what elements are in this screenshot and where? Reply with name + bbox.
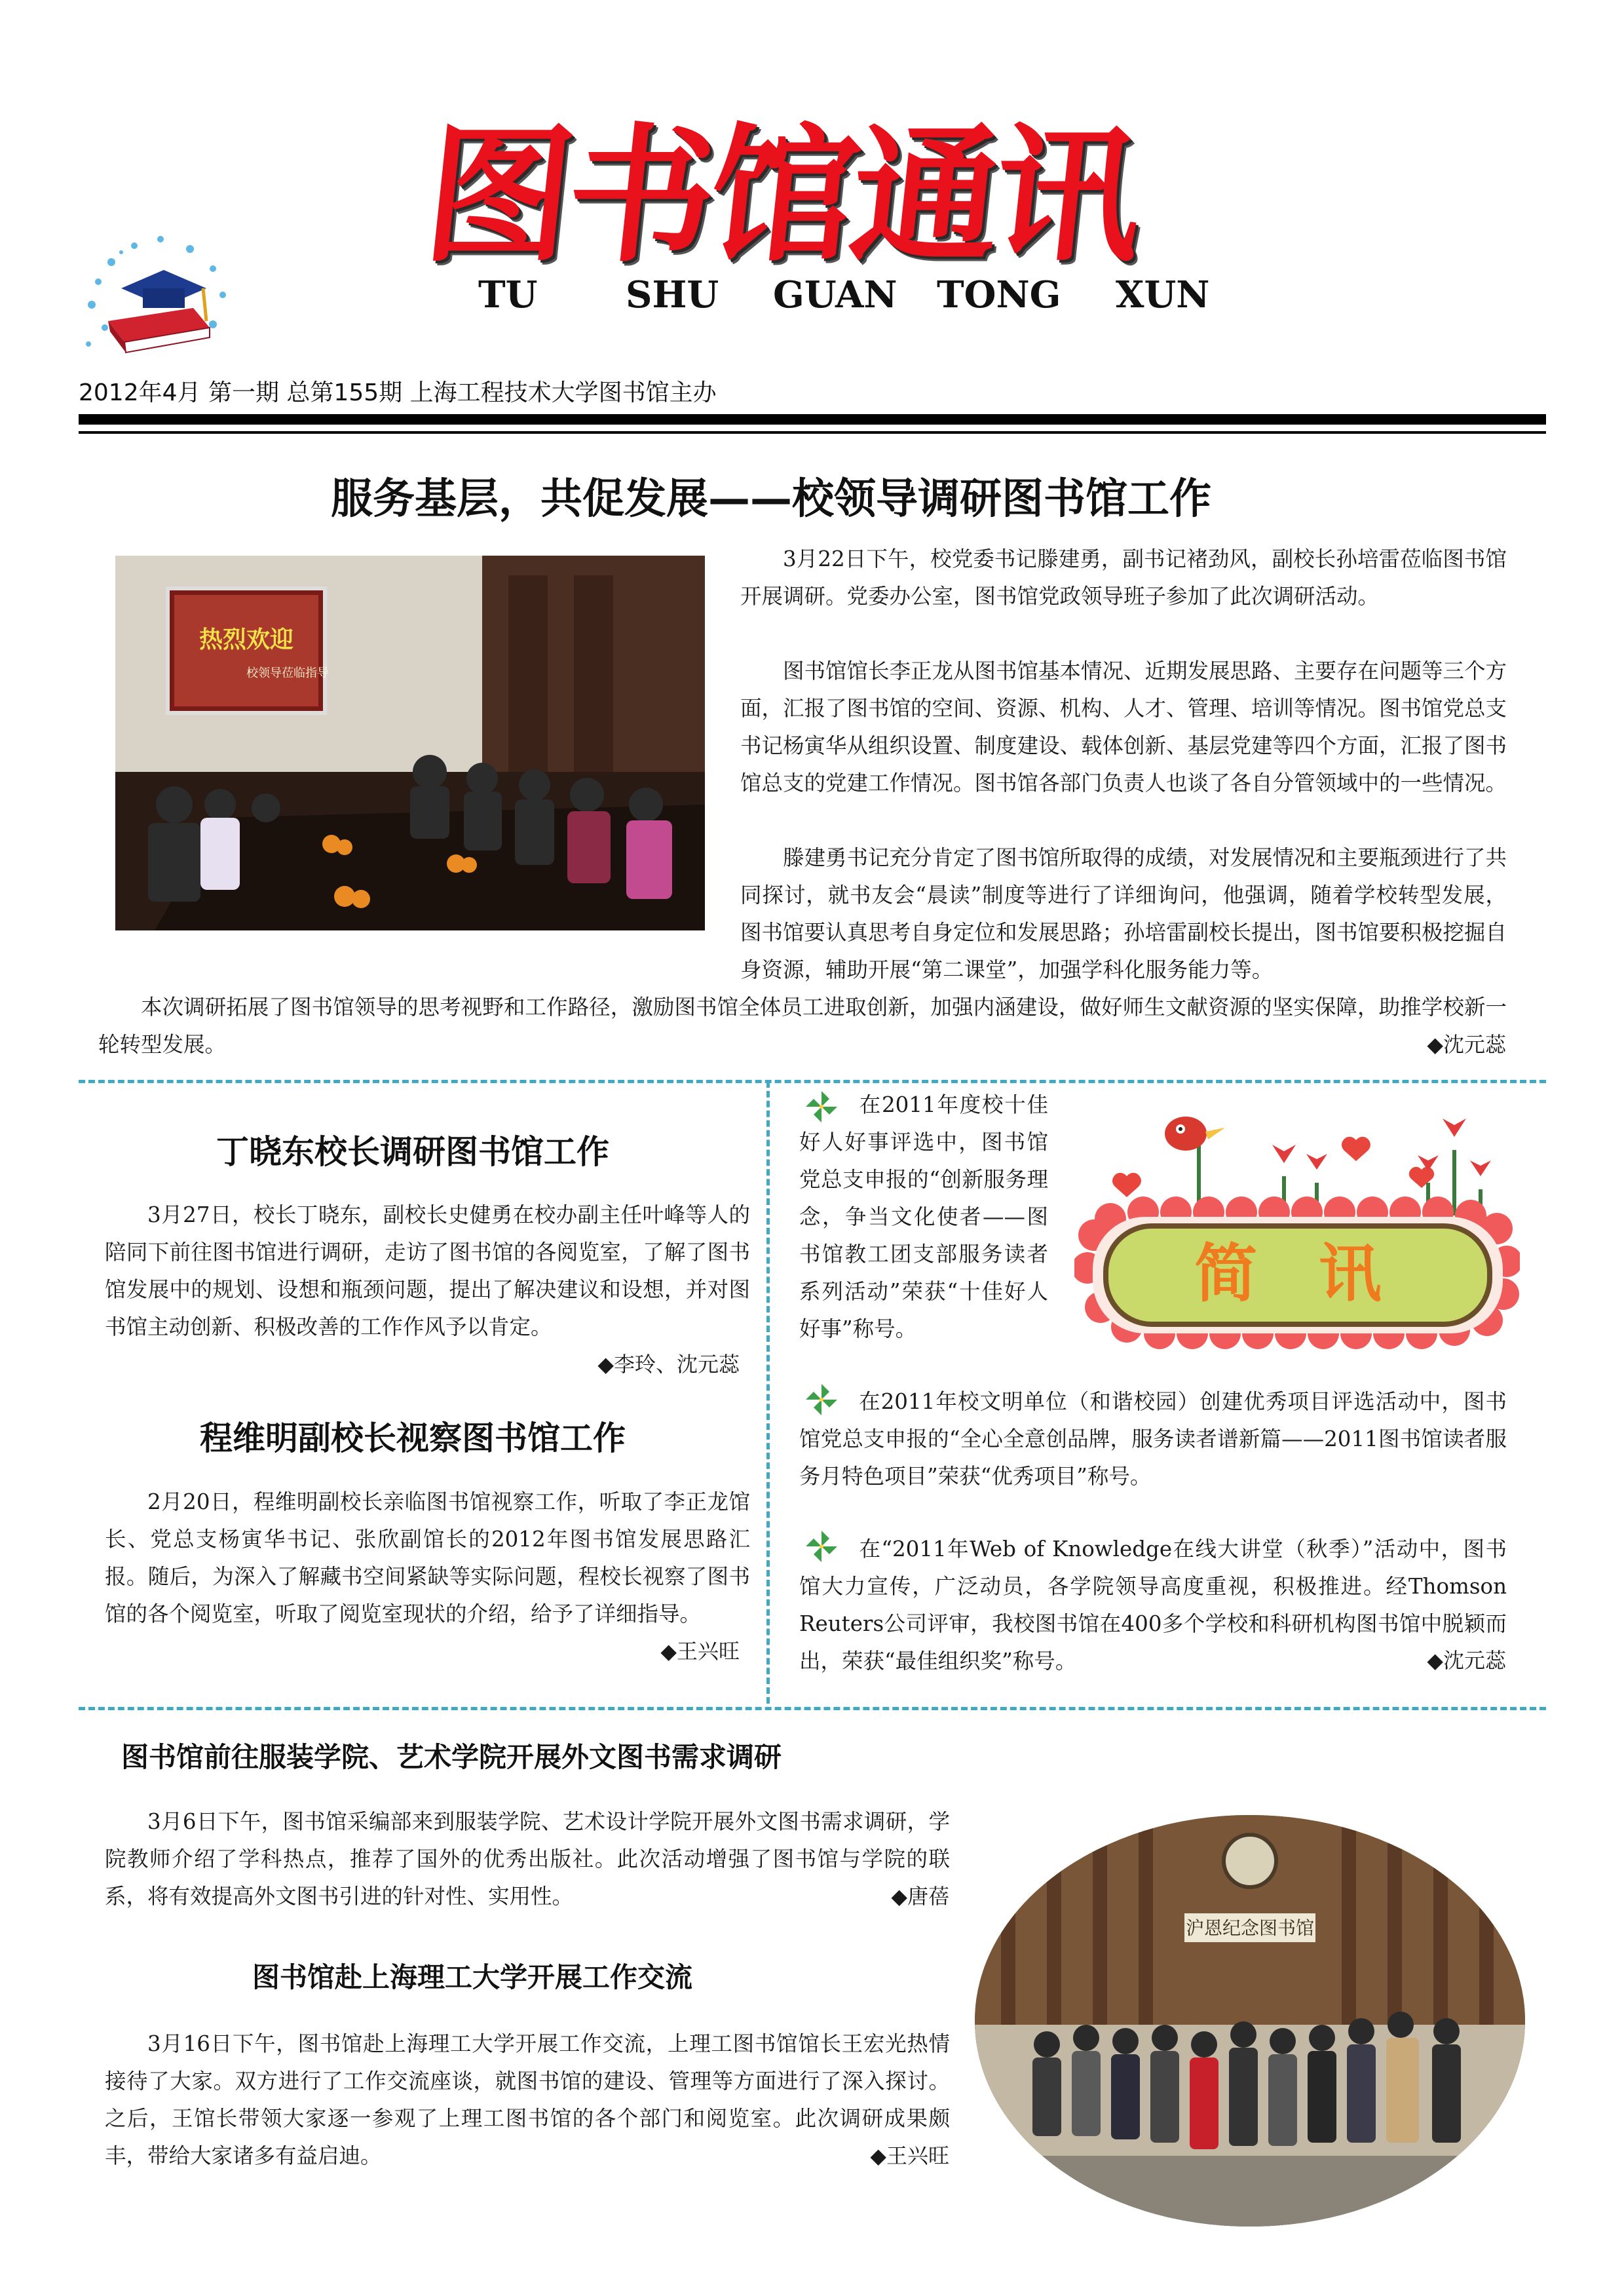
ding-paragraph: 3月27日，校长丁晓东，副校长史健勇在校办副主任叶峰等人的陪同下前往图书馆进行调研，走访了图书馆的各阅览室，了解了图书馆发展中的规划、设想和瓶颈问题，提出了解决建议和设想，并对图书馆主动创新、积极改善的工作作风予以肯定。: [105, 1202, 750, 1339]
lead-paragraph-3-text: 滕建勇书记充分肯定了图书馆所取得的成绩，对发展情况和主要瓶颈进行了共同探讨，就书友会“晨读”制度等进行了详细询问，他强调，随着学校转型发展，图书馆要认真思考自身定位和发展思路；孙培雷副校长提出，图书馆要积极挖掘自身资源，辅助开展“第二课堂”，加强学科化服务能力等。: [740, 845, 1507, 982]
briefs-badge-text: 简 讯: [1194, 1237, 1401, 1311]
ding-article-title: 丁晓东校长调研图书馆工作: [216, 1133, 609, 1171]
cheng-paragraph: 2月20日，程维明副校长亲临图书馆视察工作，听取了李正龙馆长、党总支杨寅华书记、张欣副馆长的2012年图书馆发展思路汇报。随后，为深入了解藏书空间紧缺等实际问题，程校长视察了图书馆的各个阅览室，听取了阅览室现状的介绍，给予了详细指导。: [105, 1489, 750, 1626]
lead-paragraph-4: 本次调研拓展了图书馆领导的思考视野和工作路径，激励图书馆全体员工进取创新，加强内涵建设，做好师生文献资源的坚实保障，助推学校新一轮转型发展。: [98, 995, 1507, 1057]
banner-welcome-text: 热烈欢迎: [198, 626, 294, 653]
brief-item-1-text: 在2011年度校十佳好人好事评选中，图书馆党总支申报的“创新服务理念，争当文化使者——图书馆教工团支部服务读者系列活动”荣获“十佳好人好事”称号。: [799, 1092, 1048, 1341]
brief-item-2-text: 在2011年校文明单位（和谐校园）创建优秀项目评选活动中，图书馆党总支申报的“全心全意创品牌，服务读者谱新篇——2011图书馆读者服务月特色项目”荣获“优秀项目”称号。: [799, 1389, 1507, 1489]
usst-paragraph: 3月16日下午，图书馆赴上海理工大学开展工作交流，上理工图书馆馆长王宏光热情接待了大家。双方进行了工作交流座谈，就图书馆的建设、管理等方面进行了深入探讨。之后，王馆长带领大家逐一参观了上理工图书馆的各个部门和阅览室。此次调研成果颇丰，带给大家诸多有益启迪。: [105, 2031, 950, 2168]
usst-article-title: 图书馆赴上海理工大学开展工作交流: [252, 1961, 693, 1993]
usst-byline: ◆王兴旺: [870, 2143, 949, 2168]
pinyin-tu: TU: [478, 273, 538, 316]
dashed-separator-bottom: [79, 1707, 1546, 1710]
library-entrance-illustration: [975, 1815, 1525, 2227]
brief-item-2: [799, 1383, 1507, 1495]
masthead-logo: [72, 223, 242, 364]
lead-byline: ◆沈元蕊: [1427, 1032, 1506, 1057]
pinyin-guan: GUAN: [773, 273, 897, 316]
library-plaque-text: 沪恩纪念图书馆: [1185, 1917, 1315, 1939]
pinyin-xun: XUN: [1116, 273, 1210, 316]
issue-line: 2012年4月 第一期 总第155期 上海工程技术大学图书馆主办: [79, 379, 717, 406]
lead-article-title: 服务基层，共促发展——校领导调研图书馆工作: [331, 475, 1211, 524]
pinyin-shu: SHU: [626, 273, 719, 316]
cheng-article-title: 程维明副校长视察图书馆工作: [200, 1419, 626, 1457]
group-photo: [975, 1815, 1525, 2227]
dashed-separator-top: [79, 1080, 1546, 1083]
svg-text:校领导莅临指导: 校领导莅临指导: [246, 666, 329, 680]
ding-byline: ◆李玲、沈元蕊: [597, 1352, 740, 1377]
fashion-article-title: 图书馆前往服装学院、艺术学院开展外文图书需求调研: [121, 1741, 782, 1773]
masthead-title: 图书馆通讯: [417, 111, 1146, 282]
masthead-rule: [79, 414, 1546, 425]
lead-paragraph-1: 3月22日下午，校党委书记滕建勇，副书记褚劲风，副校长孙培雷莅临图书馆开展调研。党委办公室，图书馆党政领导班子参加了此次调研活动。: [740, 546, 1507, 609]
lead-paragraph-3: [98, 839, 1507, 989]
fashion-byline: ◆唐蓓: [891, 1884, 949, 1909]
pinyin-tong: TONG: [937, 273, 1061, 316]
dashed-separator-vertical: [766, 1081, 770, 1704]
brief-item-3-text: 在“2011年Web of Knowledge在线大讲堂（秋季）”活动中，图书馆大力宣传，广泛动员，各学院领导高度重视，积极推进。经Thomson Reuters公司评审，我校图书馆在400多个学校和科研机构图书馆中脱颖而出，荣获“最佳组织奖”称号。: [799, 1537, 1507, 1674]
cheng-byline: ◆王兴旺: [660, 1639, 740, 1664]
book-and-cap-icon: [72, 223, 242, 364]
briefs-decoration: [1074, 1091, 1520, 1366]
briefs-badge: [1074, 1091, 1520, 1366]
brief-item-3: [799, 1531, 1507, 1680]
briefs-byline: ◆沈元蕊: [1427, 1648, 1506, 1673]
brief-item-1: [799, 1086, 1048, 1348]
masthead-rule-thin: [79, 431, 1546, 434]
lead-paragraph-2: 图书馆馆长李正龙从图书馆基本情况、近期发展思路、主要存在问题等三个方面，汇报了图书馆的空间、资源、机构、人才、管理、培训等情况。图书馆党总支书记杨寅华从组织设置、制度建设、载体创新、基层党建等四个方面，汇报了图书馆总支的党建工作情况。图书馆各部门负责人也谈了各自分管领域中的一些情况。: [740, 659, 1507, 795]
fashion-paragraph: 3月6日下午，图书馆采编部来到服装学院、艺术设计学院开展外文图书需求调研，学院教师介绍了学科热点，推荐了国外的优秀出版社。此次活动增强了图书馆与学院的联系，将有效提高外文图书引进的针对性、实用性。: [105, 1809, 950, 1909]
